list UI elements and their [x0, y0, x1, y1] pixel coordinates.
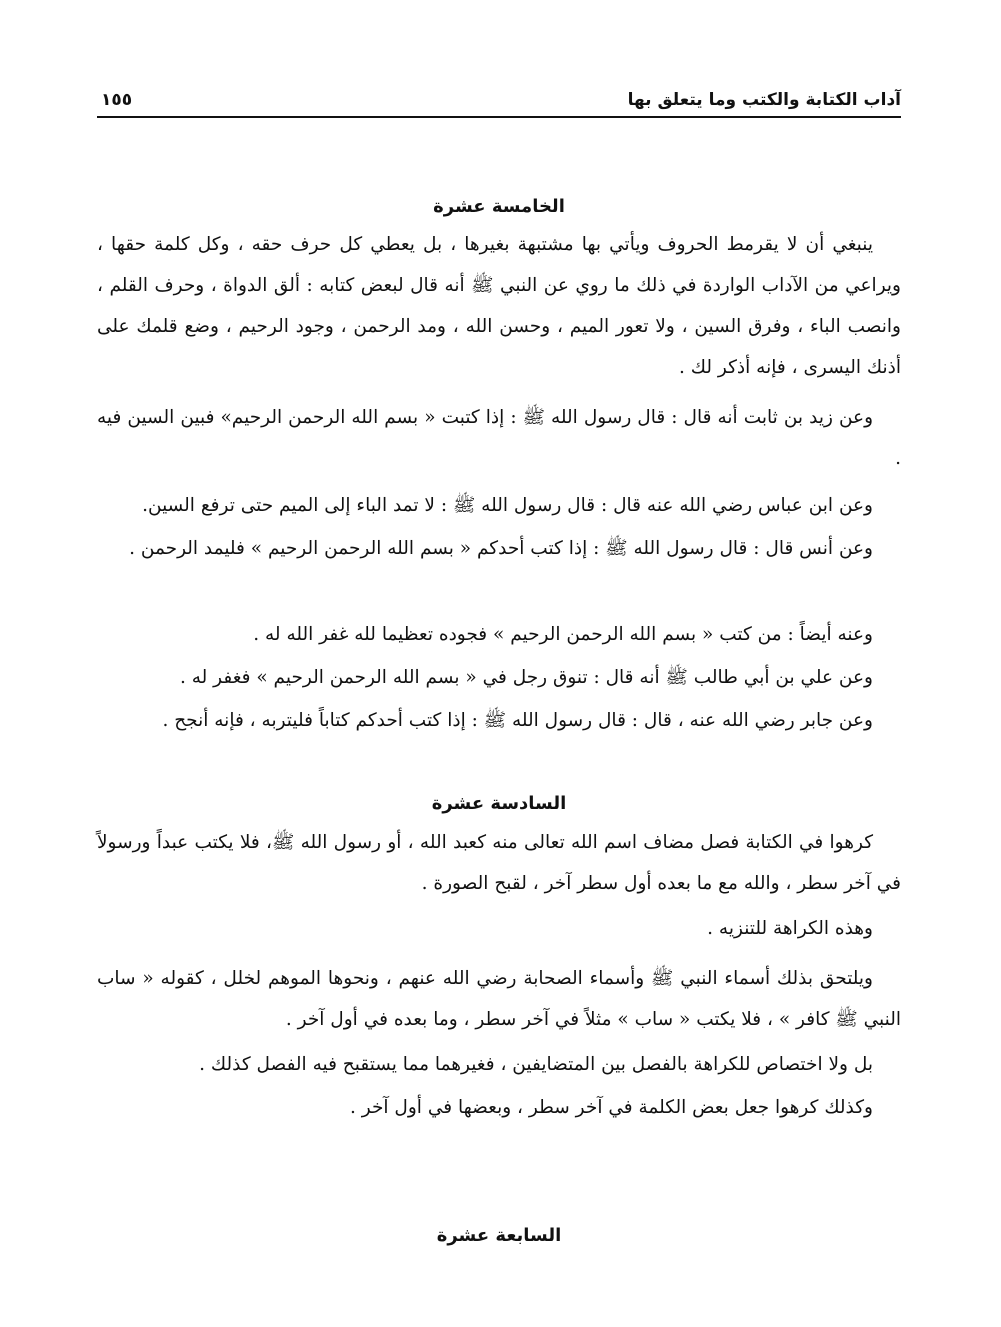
paragraph: بل ولا اختصاص للكراهة بالفصل بين المتضايفين ، فغيرهما مما يستقبح فيه الفصل كذلك .	[199, 1054, 873, 1075]
section-heading-15: الخامسة عشرة	[433, 196, 565, 217]
running-header	[97, 88, 901, 118]
paragraph: وعن جابر رضي الله عنه ، قال : قال رسول الله ﷺ : إذا كتب أحدكم كتاباً فليتربه ، فإنه أنجح .	[162, 710, 873, 731]
section-heading-16: السادسة عشرة	[431, 793, 567, 814]
paragraph: وكذلك كرهوا جعل بعض الكلمة في آخر سطر ، وبعضها في أول آخر .	[350, 1097, 873, 1118]
paragraph: ويلتحق بذلك أسماء النبي ﷺ وأسماء الصحابة رضي الله عنهم ، ونحوها الموهم لخلل ، كقوله « ساب النبي ﷺ كافر » ، فلا يكتب « ساب » مثلاً في آخر سطر ، وما بعده في أول آخر .	[97, 968, 901, 1030]
paragraph: وعن زيد بن ثابت أنه قال : قال رسول الله ﷺ : إذا كتبت « بسم الله الرحمن الرحيم» فبين السين فيه .	[97, 407, 901, 469]
paragraph: وعن علي بن أبي طالب ﷺ أنه قال : تنوق رجل في « بسم الله الرحمن الرحيم » فغفر له .	[179, 667, 873, 688]
paragraph: ينبغي أن لا يقرمط الحروف ويأتي بها مشتبهة بغيرها ، بل يعطي كل حرف حقه ، وكل كلمة حقها ، ويراعي من الآداب الواردة في ذلك ما روي عن النبي ﷺ أنه قال لبعض كتابه : ألق الدواة ، وحرف القلم ، وانصب الباء ، وفرق السين ، ولا تعور الميم ، وحسن الله ، ومد الرحمن ، وجود الرحيم ، وضع قلمك على أذنك اليسرى ، فإنه أذكر لك .	[97, 234, 901, 378]
paragraph: وهذه الكراهة للتنزيه .	[707, 918, 873, 939]
section-heading-17: السابعة عشرة	[436, 1225, 562, 1246]
paragraph: وعن ابن عباس رضي الله عنه قال : قال رسول الله ﷺ : لا تمد الباء إلى الميم حتى ترفع السين.	[142, 495, 873, 516]
page-number: ١٥٥	[101, 90, 133, 110]
paragraph: وعن أنس قال : قال رسول الله ﷺ : إذا كتب أحدكم « بسم الله الرحمن الرحيم » فليمد الرحمن .	[129, 538, 873, 559]
running-title: آداب الكتابة والكتب وما يتعلق بها	[627, 90, 901, 110]
paragraph: كرهوا في الكتابة فصل مضاف اسم الله تعالى منه كعبد الله ، أو رسول الله ﷺ، فلا يكتب عبداً ورسولاً في آخر سطر ، والله مع ما بعده أول سطر آخر ، لقبح الصورة .	[97, 832, 901, 894]
paragraph: وعنه أيضاً : من كتب « بسم الله الرحمن الرحيم » فجوده تعظيما لله غفر الله له .	[253, 624, 873, 645]
